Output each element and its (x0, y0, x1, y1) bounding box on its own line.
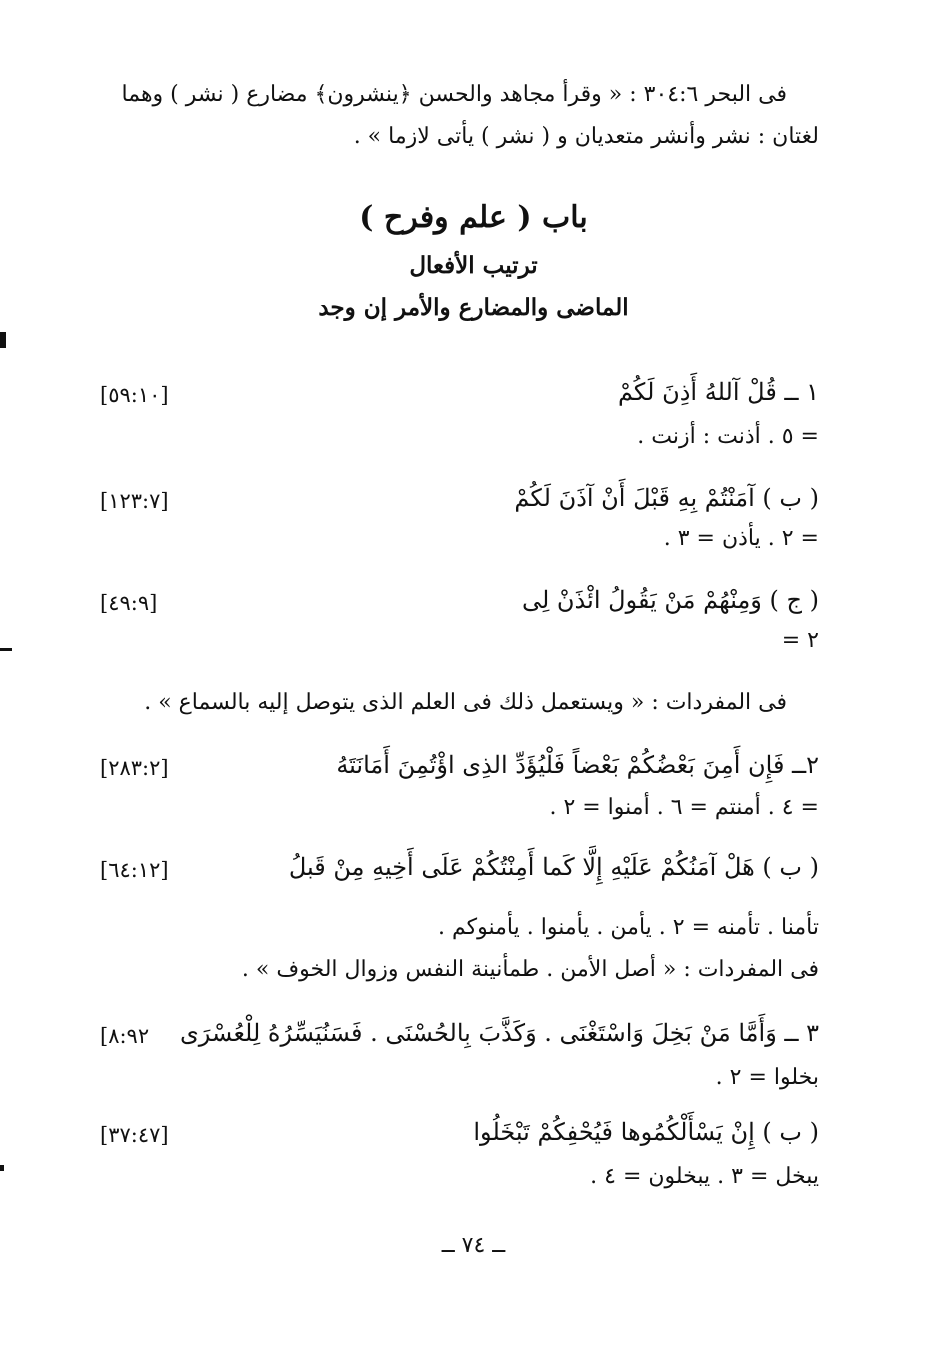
note-1: = ٥ . أذنت : أزنت . (637, 424, 819, 449)
intro-line-2: لغتان : نشر وأنشر متعديان و ( نشر ) يأتى لازما » . (353, 124, 819, 149)
chapter-title: باب ( علم وفرح ) (359, 200, 588, 235)
verse-2: ٢ــ فَإِن أَمِنَ بَعْضُكُمْ بَعْضاً فَلْيُؤَدِّ الذِى اؤْتُمِنَ أَمَانَتَهُ (336, 751, 819, 779)
verse-ref-1: [٥٩:١٠] (100, 383, 169, 407)
scan-mark (0, 1165, 4, 1171)
note-1b: = ٢ . يأذن = ٣ . (663, 526, 819, 551)
scan-mark (0, 332, 6, 348)
verse-1b: ( ب ) آمَنْتُمْ بِهِ قَبْلَ أَنْ آذَنَ لَكُمْ (514, 484, 819, 512)
verse-2b: ( ب ) هَلْ آمَنُكُمْ عَلَيْهِ إِلَّا كَما أَمِنْتُكُمْ عَلَى أَخِيهِ مِنْ قَبلُ (288, 853, 819, 881)
note-3b: يبخل = ٣ . يبخلون = ٤ . (590, 1164, 819, 1189)
note-1c: = ٢ (781, 628, 819, 653)
page-number: ــ ٧٤ ــ (441, 1233, 506, 1258)
verse-3b: ( ب ) إِنْ يَسْأَلْكُمُوها فَيُحْفِكُمْ تَبْخَلُوا (473, 1118, 819, 1146)
verse-ref-1c: [٤٩:٩] (100, 591, 158, 615)
note-3: بخلوا = ٢ . (715, 1065, 819, 1090)
verse-1c: ( ج ) وَمِنْهُمْ مَنْ يَقُولُ ائْذَنْ لِى (521, 586, 819, 614)
chapter-subtitle-2: الماضى والمضارع والأمر إن وجد (318, 294, 629, 321)
verse-ref-2b: [٦٤:١٢] (100, 858, 169, 882)
verse-ref-1b: [١٢٣:٧] (100, 489, 169, 513)
verse-ref-2: [٢٨٣:٢] (100, 756, 169, 780)
mufradat-2: فى المفردات : « أصل الأمن . طمأنينة النفس وزوال الخوف » . (241, 957, 819, 982)
mufradat-1: فى المفردات : « ويستعمل ذلك فى العلم الذى يتوصل إليه بالسماع » . (144, 690, 787, 715)
verse-ref-3b: [٣٧:٤٧] (100, 1123, 169, 1147)
verse-1: ١ ــ قُلْ آللهُ أَذِنَ لَكُمْ (617, 378, 819, 406)
verse-3: ٣ ــ وَأَمَّا مَنْ بَخِلَ وَاسْتَغْنَى . وَكَذَّبَ بِالحُسْنَى . فَسَنُيَسِّرُهُ لِلْعُسْرَى (180, 1019, 819, 1047)
chapter-subtitle: ترتيب الأفعال (409, 252, 538, 279)
verse-ref-3: [٨:٩٢ (100, 1024, 150, 1048)
scan-mark (0, 648, 12, 651)
intro-line-1: فى البحر ٣٠٤:٦ : « وقرأ مجاهد والحسن ﴿ينشرون﴾ مضارع ( نشر ) وهما (121, 82, 787, 107)
note-2: = ٤ . أمنتم = ٦ . أمنوا = ٢ . (549, 795, 819, 820)
note-2b: تأمنا . تأمنه = ٢ . يأمن . يأمنوا . يأمنوكم . (438, 915, 819, 940)
